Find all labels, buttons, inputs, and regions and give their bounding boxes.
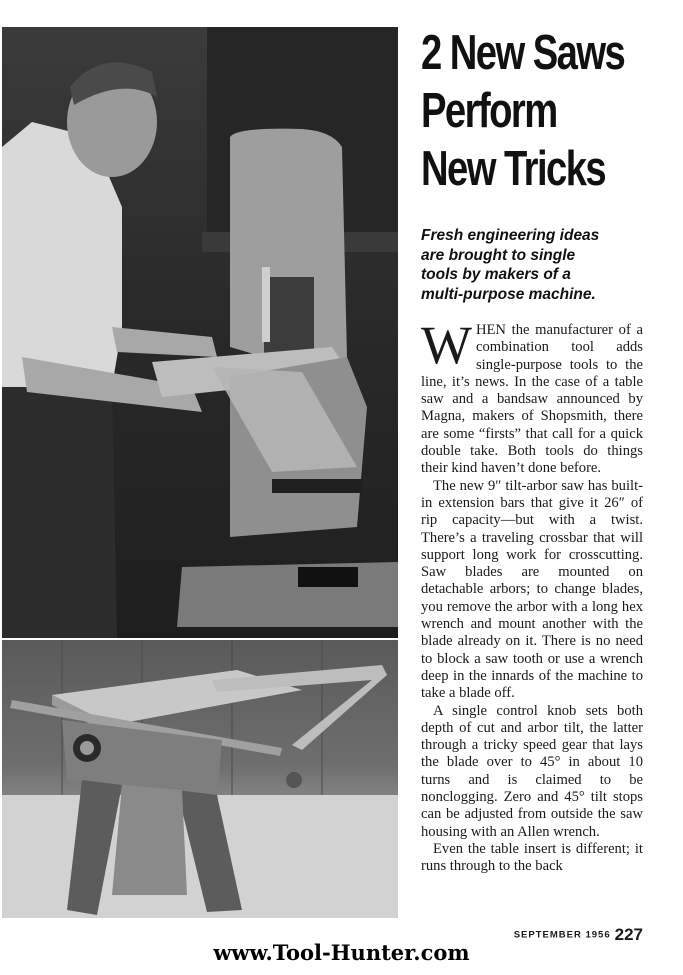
page-number: 227 [614, 925, 643, 944]
paragraph-3: A single control knob sets both depth of cut and arbor tilt, the latter through a tricky speed gear that lays the blade over to 45° in about 10 turns and is claimed to be nonclogging. Zero and 45° tilt stops can be adjusted from outside the saw housing with an Allen wrench. [421, 702, 643, 840]
drop-cap: W [421, 315, 472, 375]
deck-line-1: Fresh engineering ideas [421, 227, 600, 244]
bandsaw-photo [2, 27, 398, 638]
watermark-url: www.Tool-Hunter.com [213, 940, 470, 965]
paragraph-1 [421, 315, 643, 478]
deck-subhead [421, 226, 656, 304]
table-saw-photo [2, 640, 398, 918]
headline-line-2: Perform [421, 84, 557, 138]
headline-line-3: New Tricks [421, 142, 606, 196]
deck-line-3: tools by makers of a [421, 266, 571, 283]
deck-line-2: are brought to single [421, 246, 576, 264]
paragraph-4: Even the table insert is different; it runs through to the back [421, 840, 643, 875]
article-body [421, 315, 643, 876]
issue-date: SEPTEMBER 1956 [513, 929, 611, 941]
paragraph-1-text: HEN the manufacturer of a combination tool adds single-purpose tools to the line, it’s news. In the case of a table saw and a bandsaw announced by Magna, makers of Shopsmith, there are some “firsts” that call for a quick double take. Both tools do things their kind haven’t done before. [421, 322, 643, 477]
headline [421, 24, 625, 198]
deck-line-4: multi-purpose machine. [421, 285, 596, 303]
headline-line-1: 2 New Saws [421, 26, 625, 80]
paragraph-2: The new 9″ tilt-arbor saw has built-in extension bars that give it 26″ of rip capacity—but with a twist. There’s a traveling crossbar that will support long work for crosscutting. Saw blades are mounted on detachable arbors; to change blades, you remove the arbor with a long hex wrench and mount another with the blade already on it. There is no need to block a saw tooth or use a wrench deep in the innards of the machine to take a blade off. [421, 477, 643, 702]
